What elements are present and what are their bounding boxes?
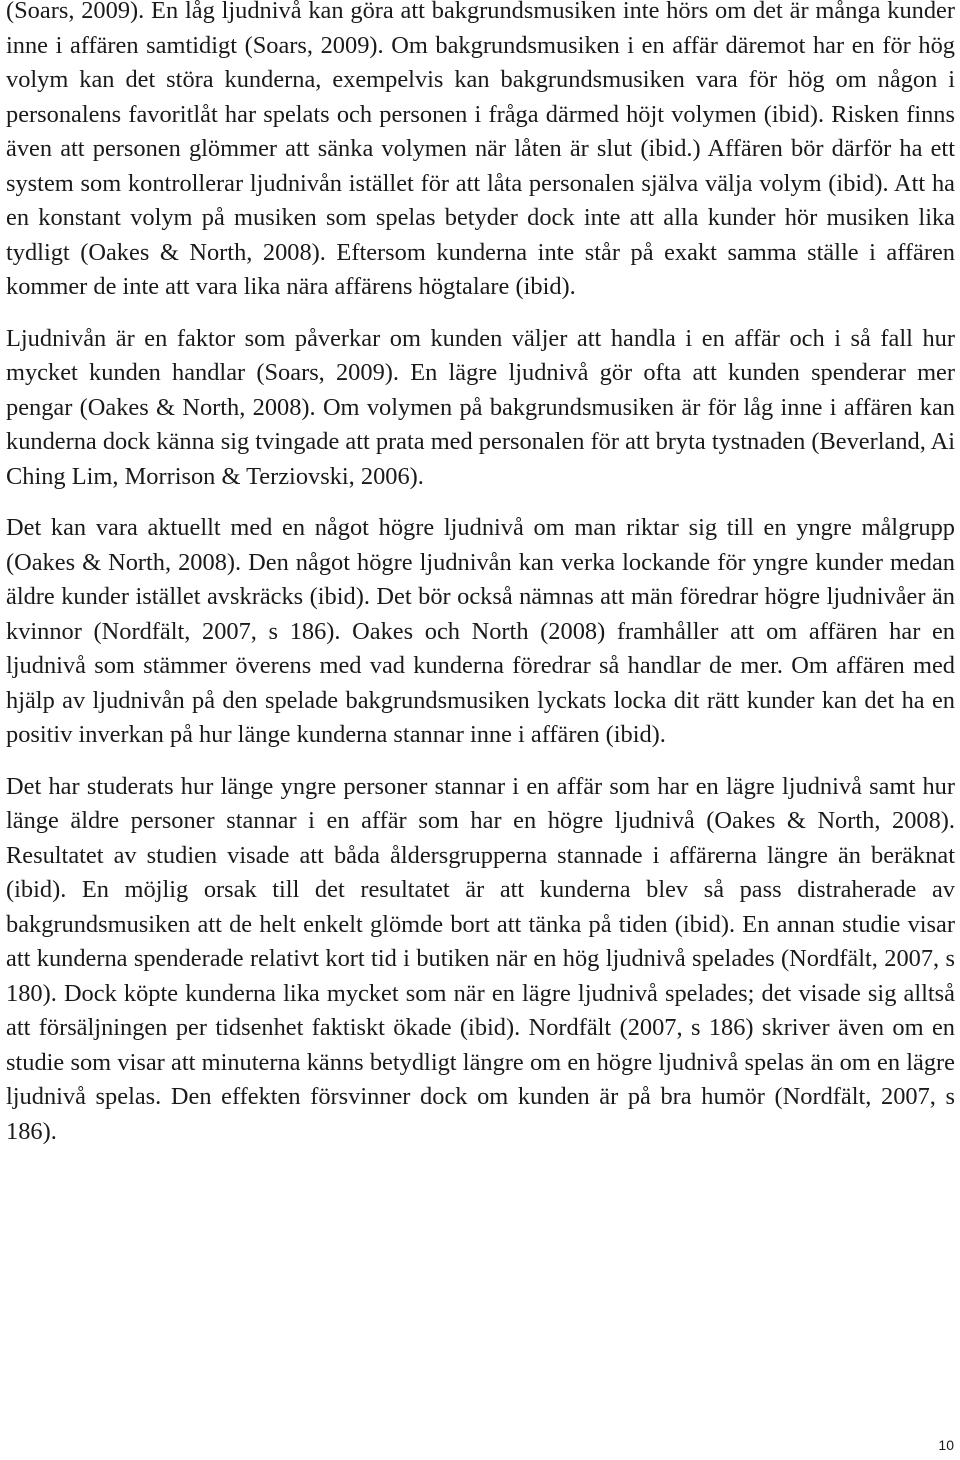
paragraph-target-group: Det kan vara aktuellt med en något högre ljudnivå om man riktar sig till en yngre målgrupp (Oakes & North, 2008). Den något högre ljudnivån kan verka lockande för yngre kunder medan äldre kunder istället avskräcks (ibid). Det bör också nämnas att män föredrar högre ljudnivåer än kvinnor (Nordfält, 2007, s 186). Oakes och North (2008) framhåller att om affären har en ljudnivå som stämmer överens med vad kunderna föredrar så handlar de mer. Om affären med hjälp av ljudnivån på den spelade bakgrundsmusiken lyckats locka dit rätt kunder kan det ha en positiv inverkan på hur länge kunderna stannar inne i affären (ibid).	[6, 514, 955, 748]
paragraph-time-in-store: Det har studerats hur länge yngre personer stannar i en affär som har en lägre ljudnivå samt hur länge äldre personer stannar i en affär som har en högre ljudnivå (Oakes & North, 2008). Resultatet av studien visade att båda åldersgrupperna stannade i affärerna längre än beräknat (ibid). En möjlig orsak till det resultatet är att kunderna blev så pass distraherade av bakgrundsmusiken att de helt enkelt glömde bort att tänka på tiden (ibid). En annan studie visar att kunderna spenderade relativt kort tid i butiken när en hög ljudnivå spelades (Nordfält, 2007, s 180). Dock köpte kunderna lika mycket som när en lägre ljudnivå spelades; det visade sig alltså att försäljningen per tidsenhet faktiskt ökade (ibid). Nordfält (2007, s 186) skriver även om en studie som visar att minuterna känns betydligt längre om en högre ljudnivå spelas än om en lägre ljudnivå spelas. Den effekten försvinner dock om kunden är på bra humör (Nordfält, 2007, s 186).	[6, 772, 955, 1145]
body-text	[6, 0, 955, 1149]
paragraph-sound-level-purchasing: Ljudnivån är en faktor som påverkar om kunden väljer att handla i en affär och i så fall hur mycket kunden handlar (Soars, 2009). En lägre ljudnivå gör ofta att kunden spenderar mer pengar (Oakes & North, 2008). Om volymen på bakgrundsmusiken är för låg inne i affären kan kunderna dock känna sig tvingade att prata med personalen för att bryta tystnaden (Beverland, Ai Ching Lim, Morrison & Terziovski, 2006).	[6, 324, 955, 490]
page-number: 10	[938, 1437, 954, 1453]
paragraph-sound-level-volume: (Soars, 2009). En låg ljudnivå kan göra att bakgrundsmusiken inte hörs om det är många kunder inne i affären samtidigt (Soars, 2009). Om bakgrundsmusiken i en affär däremot har en för hög volym kan det störa kunderna, exempelvis kan bakgrundsmusiken vara för hög om någon i personalens favoritlåt har spelats och personen i fråga därmed höjt volymen (ibid). Risken finns även att personen glömmer att sänka volymen när låten är slut (ibid.) Affären bör därför ha ett system som kontrollerar ljudnivån istället för att låta personalen själva välja volym (ibid). Att ha en konstant volym på musiken som spelas betyder dock inte att alla kunder hör musiken lika tydligt (Oakes & North, 2008). Eftersom kunderna inte står på exakt samma ställe i affären kommer de inte att vara lika nära affärens högtalare (ibid).	[6, 0, 955, 300]
